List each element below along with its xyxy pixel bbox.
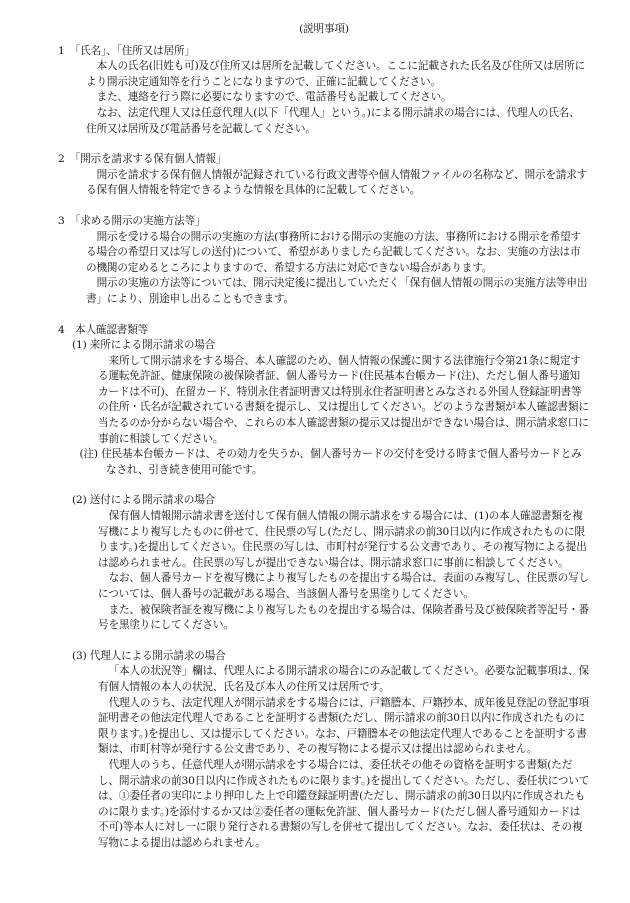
paragraph: 「本人の状況等」欄は、代理人による開示請求の場合にのみ記載してください。必要な記載事項は、保有個人情報の本人の状況、氏名及び本人の住所又は居所です。 (98, 665, 590, 693)
section-heading: 1 「氏名」、「住所又は居所」 (58, 44, 195, 57)
subsection-heading: (1) 来所による開示請求の場合 (72, 339, 216, 352)
paragraph: 代理人のうち、任意代理人が開示請求をする場合には、委任状その他その資格を証明する書類(ただし、開示請求の前30日以内に作成されたものに限ります。)を提出してください。ただし、委任状については、①委任者の実印により押印した上で印鑑登録証明書(ただし、開示請求の前30日以内に作成されたものに限ります。)を添付するか又は②委任者の運転免許証、個人番号カード(ただし個人番号通知カードは不可)等本人に対し一に限り発行される書類の写しを併せて提出してください。なお、委任状は、その複写物による提出は認められません。 (98, 758, 590, 849)
paragraph: 来所して開示請求をする場合、本人確認のため、個人情報の保護に関する法律施行令第21条に規定する運転免許証、健康保険の被保険者証、個人番号カード(住民基本台帳カード(注)、ただし個人番号通知カードは不可)、在留カード、特別永住者証明書又は特別永住者証明書とみなされる外国人登録証明書等の住所・氏名が記載されている書類を提示し、又は提出してください。どのような書類が本人確認書類に当たるのか分からない場合や、これらの本人確認書類の提示又は提出ができない場合は、開示請求窓口に事前に相談してください。 (98, 354, 589, 445)
section-2 (58, 152, 590, 199)
paragraph: なお、個人番号カードを複写機により複写したものを提出する場合は、表面のみ複写し、住民票の写しについては、個人番号の記載がある場合、当該個人番号を黒塗りしてください。 (98, 572, 590, 600)
paragraph: 代理人のうち、法定代理人が開示請求をする場合には、戸籍謄本、戸籍抄本、成年後見登記の登記事項証明書その他法定代理人であることを証明する書類(ただし、開示請求の前30日以内に作成されたものに限ります。)を提出し、又は提示してください。なお、戸籍謄本その他法定代理人であることを証明する書類は、市町村等が発行する公文書であり、その複写物による提示又は提出は認められません。 (98, 696, 590, 756)
section-4 (58, 323, 590, 852)
paragraph: また、被保険者証を複写機により複写したものを提出する場合は、保険者番号及び被保険者等記号・番号を黒塗りにしてください。 (98, 603, 590, 632)
paragraph: 保有個人情報開示請求書を送付して保有個人情報の開示請求をする場合には、(1)の本人確認書類を複写機により複写したものに併せて、住民票の写し(ただし、開示請求の前30日以内に作成されたものに限ります。)を提出してください。住民票の写しは、市町村が発行する公文書であり、その複写物による提出は認められません。住民票の写しが提出できない場合は、開示請求窓口に事前に相談してください。 (98, 510, 587, 569)
section-heading: 3 「求める開示の実施方法等」 (58, 214, 206, 227)
subsection-heading: (3) 代理人による開示請求の場合 (72, 649, 226, 662)
section-heading: 4 本人確認書類等 (58, 323, 149, 336)
paragraph: なお、法定代理人又は任意代理人(以下「代理人」という。)による開示請求の場合には、代理人の氏名、住所又は居所及び電話番号を記載してください。 (86, 106, 580, 135)
paragraph: 本人の氏名(旧姓も可)及び住所又は居所を記載してください。ここに記載された氏名及び住所又は居所により開示決定通知等を行うことになりますので、正確に記載してください。 (86, 60, 585, 88)
page-title: (説明事項) (299, 23, 349, 35)
paragraph: 開示を受ける場合の開示の実施の方法(事務所における開示の実施の方法、事務所における開示を希望する場合の希望日又は写しの送付)について、希望がありましたら記載してください。なお、実施の方法は市の機関の定めるところによりますので、希望する方法に対応できない場合があります。 (86, 230, 581, 274)
section-3 (58, 214, 590, 308)
section-1 (58, 44, 590, 138)
paragraph: 開示の実施の方法等については、開示決定後に提出していただく「保有個人情報の開示の実施方法等申出書」により、別途申し出ることもできます。 (86, 277, 588, 305)
footnote: (注) 住民基本台帳カードは、その効力を失うか、個人番号カードの交付を受ける時まで個人番号カードとみなされ、引き続き使用可能です。 (79, 448, 582, 476)
section-heading: 2 「開示を請求する保有個人情報」 (58, 153, 227, 166)
paragraph: また、連絡を行う際に必要になりますので、電話番号も記載してください。 (96, 91, 452, 104)
paragraph: 開示を請求する保有個人情報が記録されている行政文書等や個人情報ファイルの名称など、開示を請求する保有個人情報を特定できるような情報を具体的に記載してください。 (86, 168, 588, 197)
subsection-heading: (2) 送付による開示請求の場合 (72, 494, 216, 507)
